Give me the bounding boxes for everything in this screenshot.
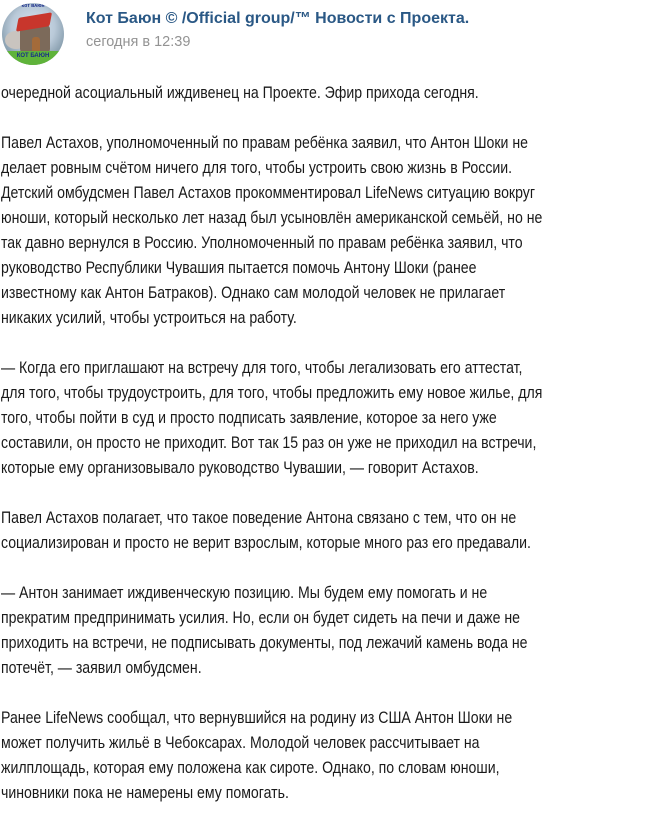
text-line: — Когда его приглашают на встречу для того, чтобы легализовать его аттестат, — [1, 358, 523, 377]
avatar-door-shape — [32, 37, 40, 51]
text-line: социализирован и просто не верит взрослым, которые много раз его предавали. — [1, 533, 531, 552]
post-timestamp-link[interactable]: сегодня в 12:39 — [86, 34, 191, 50]
paragraph-4 — [1, 505, 669, 555]
text-line: Павел Астахов, уполномоченный по правам ребёнка заявил, что Антон Шоки не — [1, 133, 528, 152]
group-avatar[interactable] — [2, 3, 64, 65]
text-line: Ранее LifeNews сообщал, что вернувшийся на родину из США Антон Шоки не — [1, 708, 513, 727]
text-line: которые ему организовывало руководство Чувашии, — говорит Астахов. — [1, 458, 479, 477]
text-line: делает ровным счётом ничего для того, чтобы устроить свою жизнь в России. — [1, 158, 513, 177]
text-line: потечёт, — заявил омбудсмен. — [1, 658, 202, 677]
text-line: Павел Астахов полагает, что такое поведение Антона связано с тем, что он не — [1, 508, 517, 527]
text-line: жилплощадь, которая ему положена как сироте. Однако, по словам юноши, — [1, 758, 500, 777]
paragraph-1 — [1, 80, 669, 105]
paragraph-3 — [1, 355, 669, 480]
text-line: прекратим предпринимать усилия. Но, если он будет сидеть на печи и даже не — [1, 608, 521, 627]
text-line: того, чтобы пойти в суд и просто подписать заявление, которое за него уже — [1, 408, 497, 427]
paragraph-5 — [1, 580, 669, 680]
text-line: руководство Республики Чувашия пытается помочь Антону Шоки (ранее — [1, 258, 477, 277]
text-line: для того, чтобы трудоустроить, для того, чтобы предложить ему новое жилье, для — [1, 383, 543, 402]
text-line: может получить жильё в Чебоксарах. Молодой человек рассчитывает на — [1, 733, 480, 752]
text-line: юноши, который несколько лет назад был усыновлён американской семьёй, но не — [1, 208, 543, 227]
text-line: составили, он просто не приходит. Вот так 15 раз он уже не приходил на встречи, — [1, 433, 537, 452]
text-line: приходить на встречи, не подписывать документы, под лежачий камень вода не — [1, 633, 528, 652]
text-line: Детский омбудсмен Павел Астахов прокомментировал LifeNews ситуацию вокруг — [1, 183, 535, 202]
paragraph-2 — [1, 130, 669, 330]
text-line: так давно вернулся в Россию. Уполномоченный по правам ребёнка заявил, что — [1, 233, 523, 252]
text-line: очередной асоциальный иждивенец на Проекте. Эфир прихода сегодня. — [1, 83, 479, 102]
paragraph-6 — [1, 705, 669, 805]
text-line: никаких усилий, чтобы устроиться на работу. — [1, 308, 297, 327]
avatar-caption: КОТ БАЮН — [16, 53, 50, 59]
post-body — [1, 80, 669, 830]
text-line: известному как Антон Батраков). Однако сам молодой человек не прилагает — [1, 283, 506, 302]
post-header — [0, 0, 670, 72]
avatar-top-caption: ᴋᴏᴛ ʙᴀюн — [21, 3, 45, 9]
text-line: чиновники пока не намерены ему помогать. — [1, 783, 289, 802]
group-name-link[interactable]: Кот Баюн © /Official group/™ Новости с Проекта. — [86, 10, 470, 27]
text-line: — Антон занимает иждивенческую позицию. Мы будем ему помогать и не — [1, 583, 488, 602]
